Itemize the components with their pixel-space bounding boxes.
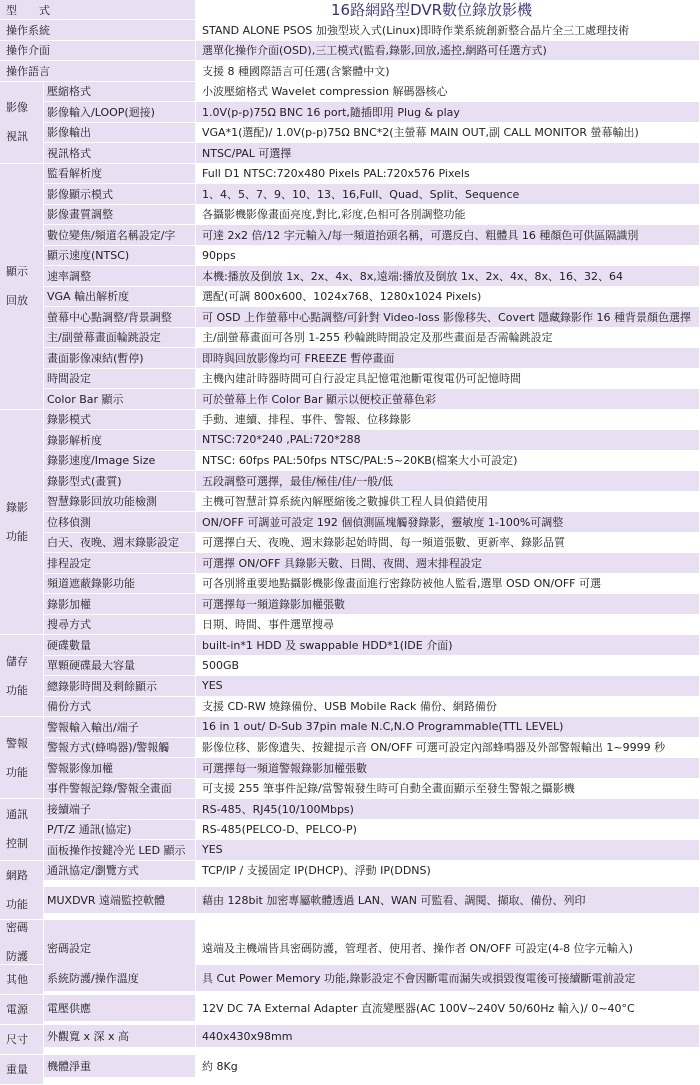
category-label: 視訊	[6, 130, 28, 143]
feature-value: VGA*1(選配)/ 1.0V(p-p)75Ω BNC*2(主螢幕 MAIN OUT,副 CALL MONITOR 螢幕輸出)	[196, 123, 700, 144]
category-cell	[0, 635, 44, 717]
feature-value: 1、4、5、7、9、10、13、16,Full、Quad、Split、Sequence	[196, 184, 700, 205]
feature-label: 影像畫質調整	[44, 205, 196, 226]
feature-label: 白天、夜晚、週末錄影設定	[44, 533, 196, 554]
feature-value: NTSC: 60fps PAL:50fps NTSC/PAL:5~20KB(檔案大小可設定)	[196, 451, 700, 472]
feature-value: 本機:播放及倒放 1x、2x、4x、8x,遠端:播放及倒放 1x、2x、4x、8x、16、32、64	[196, 266, 700, 287]
feature-label: 壓縮格式	[44, 82, 196, 103]
category-cell	[0, 1055, 44, 1085]
category-cell	[0, 861, 44, 920]
feature-value: 支援 CD-RW 燒錄備份、USB Mobile Rack 備份、網路備份	[196, 697, 700, 718]
feature-value: 即時與回放影像均可 FREEZE 暫停畫面	[196, 348, 700, 369]
category-label: 其他	[6, 973, 28, 986]
category-label: 密碼	[6, 920, 28, 934]
feature-label: 速率調整	[44, 266, 196, 287]
feature-value: 可選擇每一頻道警報錄影加權張數	[196, 758, 700, 779]
category-label: 功能	[6, 529, 28, 543]
feature-label: 錄影速度/Image Size	[44, 451, 196, 472]
category-label: 回放	[6, 294, 28, 307]
spec-label: 操作系統	[0, 20, 196, 41]
feature-label: 面板操作按鍵冷光 LED 顯示	[44, 840, 196, 861]
feature-label: Color Bar 顯示	[44, 389, 196, 410]
feature-value: 約 8Kg	[196, 1055, 700, 1078]
category-label: 重量	[6, 1063, 28, 1076]
feature-label: 單顆硬碟最大容量	[44, 656, 196, 677]
feature-label: 畫面影像凍結(暫停)	[44, 348, 196, 369]
spec-label: 操作語言	[0, 61, 196, 82]
feature-value: 小波壓縮格式 Wavelet compression 解碼器核心	[196, 82, 700, 103]
feature-value: 可選擇 ON/OFF 具錄影天數、日間、夜間、週末排程設定	[196, 553, 700, 574]
category-label: 功能	[6, 683, 28, 697]
feature-value: 可達 2x2 倍/12 字元輸入/每一頻道抬頭名稱，可選反白、粗體具 16 種顏色可供區隔識別	[196, 225, 700, 246]
feature-label: 通訊協定/瀏覽方式	[44, 861, 196, 882]
category-label: 顯示	[6, 265, 28, 278]
feature-label: 位移偵測	[44, 512, 196, 533]
feature-value: RS-485(PELCO-D、PELCO-P)	[196, 820, 700, 841]
feature-value: 五段調整可選擇，最佳/極佳/佳/一般/低	[196, 471, 700, 492]
feature-label: 智慧錄影回放功能檢測	[44, 492, 196, 513]
feature-value: NTSC:720*240 ,PAL:720*288	[196, 430, 700, 451]
category-cell	[0, 717, 44, 799]
feature-label: 錄影加權	[44, 594, 196, 615]
feature-value: 手動、連續、排程、事件、警報、位移錄影	[196, 410, 700, 431]
category-cell	[0, 410, 44, 636]
feature-value: ON/OFF 可調並可設定 192 個偵測區塊觸發錄影，靈敏度 1-100%可調整	[196, 512, 700, 533]
feature-value: 可各別將重要地點攝影機影像畫面進行密錄防被他人監看,選單 OSD ON/OFF 可選	[196, 574, 700, 595]
category-label: 防護	[6, 949, 28, 963]
feature-label: 系統防護/操作溫度	[44, 965, 196, 992]
feature-value: YES	[196, 840, 700, 861]
feature-label: 電壓供應	[44, 995, 196, 1022]
category-label: 通訊	[6, 808, 28, 822]
feature-label: 外觀寬 x 深 x 高	[44, 1025, 196, 1048]
feature-value: 主/副螢幕畫面可各別 1-255 秒輪跳時間設定及那些畫面是否需輪跳設定	[196, 328, 700, 349]
feature-label: 影像輸出	[44, 123, 196, 144]
feature-label: 密碼設定	[44, 920, 196, 978]
category-cell	[0, 1025, 44, 1055]
feature-value: 主機可智慧計算系統內解壓縮後之數據供工程人員偵錯使用	[196, 492, 700, 513]
category-cell	[0, 920, 44, 966]
feature-value: 可支援 255 筆事件記錄/當警報發生時可自動全畫面顯示至發生警報之攝影機	[196, 779, 700, 800]
feature-label: VGA 輸出解析度	[44, 287, 196, 308]
feature-value: 藉由 128bit 加密專屬軟體透過 LAN、WAN 可監看、調閱、擷取、備份、列印	[196, 887, 700, 914]
category-label: 電源	[6, 1003, 28, 1016]
feature-value: Full D1 NTSC:720x480 Pixels PAL:720x576 Pixels	[196, 164, 700, 185]
feature-value: 選配(可調 800x600、1024x768、1280x1024 Pixels)	[196, 287, 700, 308]
feature-label: 硬碟數量	[44, 635, 196, 656]
category-label: 儲存	[6, 654, 28, 668]
feature-value: 可選擇白天、夜晚、週末錄影起始時間、每一頻道張數、更新率、錄影品質	[196, 533, 700, 554]
feature-label: 錄影模式	[44, 410, 196, 431]
feature-label: 監看解析度	[44, 164, 196, 185]
feature-value: 可於螢幕上作 Color Bar 顯示以便校正螢幕色彩	[196, 389, 700, 410]
category-cell	[0, 995, 44, 1025]
model-label: 型 式	[0, 0, 196, 20]
feature-value: RS-485、RJ45(10/100Mbps)	[196, 799, 700, 820]
feature-label: 視訊格式	[44, 143, 196, 164]
feature-label: 影像輸入/LOOP(迴接)	[44, 102, 196, 123]
feature-value: 影像位移、影像遺失、按鍵提示音 ON/OFF 可選可設定內部蜂鳴器及外部警報輸出 1~9999 秒	[196, 738, 700, 759]
feature-value: 1.0V(p-p)75Ω BNC 16 port,隨插即用 Plug & play	[196, 102, 700, 123]
feature-label: 數位變焦/頻道名稱設定/字	[44, 225, 196, 246]
feature-value: 可 OSD 上作螢幕中心點調整/可針對 Video-loss 影像移失、Covert 隱藏錄影作 16 種背景顏色選擇	[196, 307, 700, 328]
spec-value: 選單化操作介面(OSD),三工模式(監看,錄影,回放,遙控,網路可任選方式)	[196, 41, 700, 62]
feature-value: YES	[196, 676, 700, 697]
feature-value: 遠端及主機端皆具密碼防護，管理者、使用者、操作者 ON/OFF 可設定(4-8 位字元輸入)	[196, 920, 700, 978]
category-label: 控制	[6, 837, 28, 851]
feature-label: 搜尋方式	[44, 615, 196, 636]
feature-value: TCP/IP / 支援固定 IP(DHCP)、浮動 IP(DDNS)	[196, 861, 700, 882]
feature-label: 排程設定	[44, 553, 196, 574]
category-cell	[0, 164, 44, 410]
category-label: 功能	[6, 897, 28, 911]
feature-label: P/T/Z 通訊(協定)	[44, 820, 196, 841]
feature-label: 時間設定	[44, 369, 196, 390]
feature-value: 440x430x98mm	[196, 1025, 700, 1048]
feature-label: 影像顯示模式	[44, 184, 196, 205]
feature-label: 主/副螢幕畫面輪跳設定	[44, 328, 196, 349]
feature-value: NTSC/PAL 可選擇	[196, 143, 700, 164]
feature-label: 頻道遮蔽錄影功能	[44, 574, 196, 595]
category-cell	[0, 799, 44, 861]
feature-value: 可選擇每一頻道錄影加權張數	[196, 594, 700, 615]
feature-label: MUXDVR 遠端監控軟體	[44, 887, 196, 914]
category-label: 尺寸	[6, 1033, 28, 1046]
category-label: 警報	[6, 736, 28, 750]
spec-value: STAND ALONE PSOS 加強型崁入式(Linux)即時作業系統創新整合晶片全三工處理技術	[196, 20, 700, 41]
category-label: 錄影	[6, 500, 28, 514]
feature-label: 錄影解析度	[44, 430, 196, 451]
feature-label: 備份方式	[44, 697, 196, 718]
spec-value: 支援 8 種國際語言可任選(含繁體中文)	[196, 61, 700, 82]
feature-value: 12V DC 7A External Adapter 直流變壓器(AC 100V~240V 50/60Hz 輸入)/ 0~40°C	[196, 995, 700, 1022]
feature-value: built-in*1 HDD 及 swappable HDD*1(IDE 介面)	[196, 635, 700, 656]
category-cell	[0, 965, 44, 995]
category-label: 影像	[6, 101, 28, 114]
feature-label: 總錄影時間及剩餘顯示	[44, 676, 196, 697]
model-title: 16路網路型DVR數位錄放影機	[196, 0, 700, 20]
feature-label: 接續端子	[44, 799, 196, 820]
feature-label: 警報影像加權	[44, 758, 196, 779]
feature-label: 顯示速度(NTSC)	[44, 246, 196, 267]
category-label: 功能	[6, 765, 28, 779]
feature-value: 主機內建計時器時間可自行設定具記憶電池斷電復電仍可記憶時間	[196, 369, 700, 390]
feature-value: 各攝影機影像畫面亮度,對比,彩度,色相可各別調整功能	[196, 205, 700, 226]
feature-value: 500GB	[196, 656, 700, 677]
feature-label: 機體淨重	[44, 1055, 196, 1078]
feature-value: 具 Cut Power Memory 功能,錄影設定不會因斷電而漏失或損毀復電後可接續斷電前設定	[196, 965, 700, 992]
category-cell	[0, 82, 44, 164]
feature-label: 螢幕中心點調整/背景調整	[44, 307, 196, 328]
feature-value: 90pps	[196, 246, 700, 267]
feature-value: 16 in 1 out/ D-Sub 37pin male N.C,N.O Programmable(TTL LEVEL)	[196, 717, 700, 738]
feature-label: 警報輸入輸出/端子	[44, 717, 196, 738]
feature-label: 警報方式(蜂鳴器)/警報觸	[44, 738, 196, 759]
category-label: 網路	[6, 868, 28, 882]
spec-label: 操作介面	[0, 41, 196, 62]
feature-value: 日期、時間、事件選單搜尋	[196, 615, 700, 636]
feature-label: 錄影型式(畫質)	[44, 471, 196, 492]
feature-label: 事件警報記錄/警報全畫面	[44, 779, 196, 800]
